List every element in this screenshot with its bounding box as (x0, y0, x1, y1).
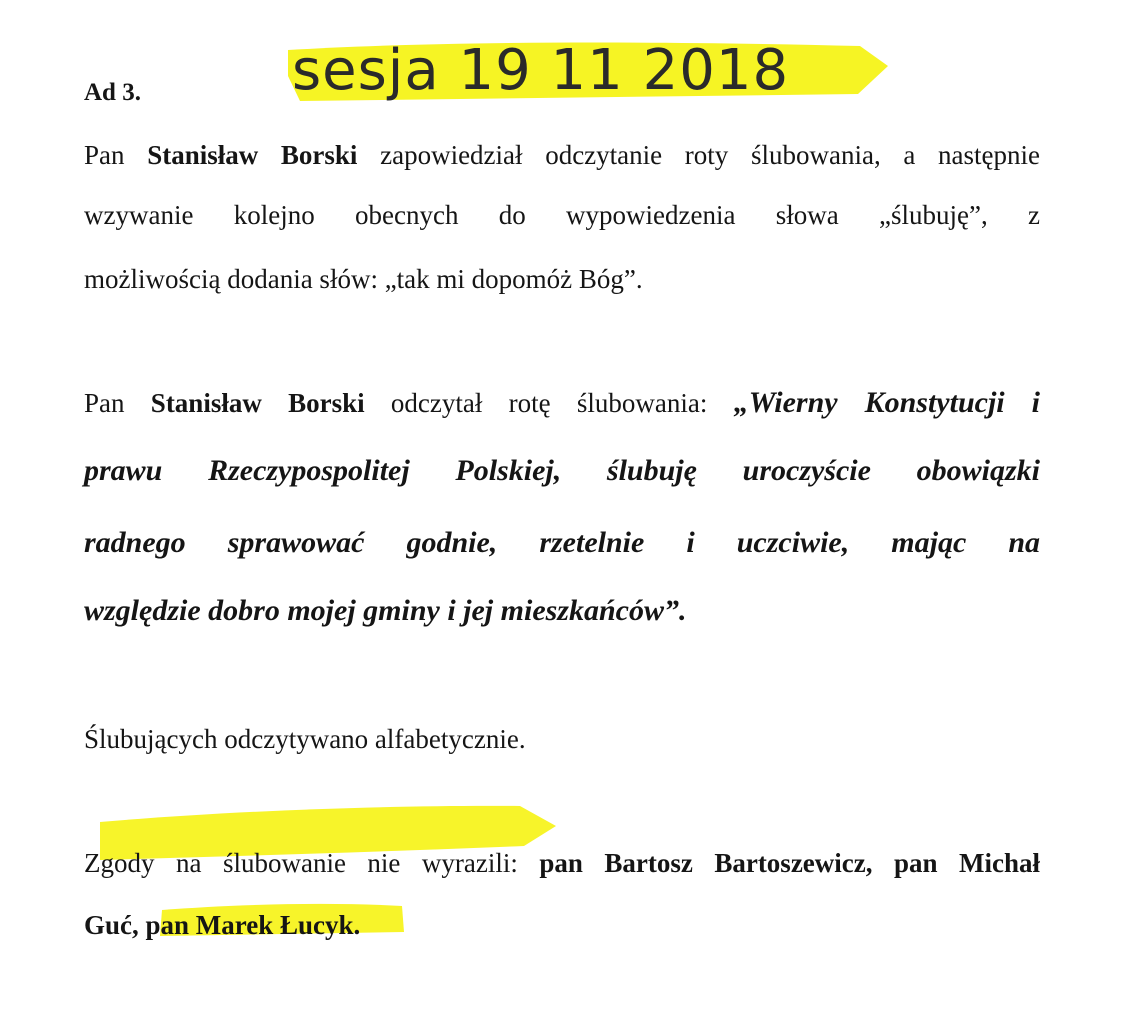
paragraph3: Ślubujących odczytywano alfabetycznie. (84, 724, 526, 754)
speaker-name: Stanisław Borski (147, 140, 358, 170)
text: odczytał rotę ślubowania: (364, 388, 734, 418)
oath-line3: radnego sprawować godnie, rzetelnie i uczciwie, mając na (84, 526, 1040, 559)
text: zapowiedział odczytanie roty ślubowania, a następnie (357, 140, 1041, 170)
text: Pan (84, 388, 151, 418)
paragraph4-line1 (84, 846, 1040, 880)
section-heading: Ad 3. (84, 79, 141, 106)
text: Pan (84, 140, 148, 170)
speaker-name: Stanisław Borski (150, 388, 365, 418)
paragraph4-line2 (84, 908, 1040, 942)
oath-line2: prawu Rzeczypospolitej Polskiej, ślubuję uroczyście obowiązki (84, 454, 1040, 487)
names: pan Bartosz Bartoszewicz, pan Michał (539, 848, 1040, 878)
oath-line4: względzie dobro mojej gminy i jej mieszkańców”. (84, 594, 687, 627)
session-date-annotation: sesja 19 11 2018 (292, 38, 790, 103)
paragraph1-line3: możliwością dodania słów: „tak mi dopomóż Bóg”. (84, 264, 643, 294)
oath-text: „Wierny Konstytucji i (733, 386, 1040, 419)
highlighted-name: pan Marek Łucyk. (145, 910, 361, 940)
paragraph1-line2: wzywanie kolejno obecnych do wypowiedzenia słowa „ślubuję”, z (84, 200, 1040, 230)
paragraph2-line1 (84, 386, 1040, 420)
text: Zgody na ślubowanie nie wyrazili: (84, 848, 540, 878)
names: Guć, (84, 910, 146, 940)
paragraph1-line1 (84, 138, 1040, 172)
